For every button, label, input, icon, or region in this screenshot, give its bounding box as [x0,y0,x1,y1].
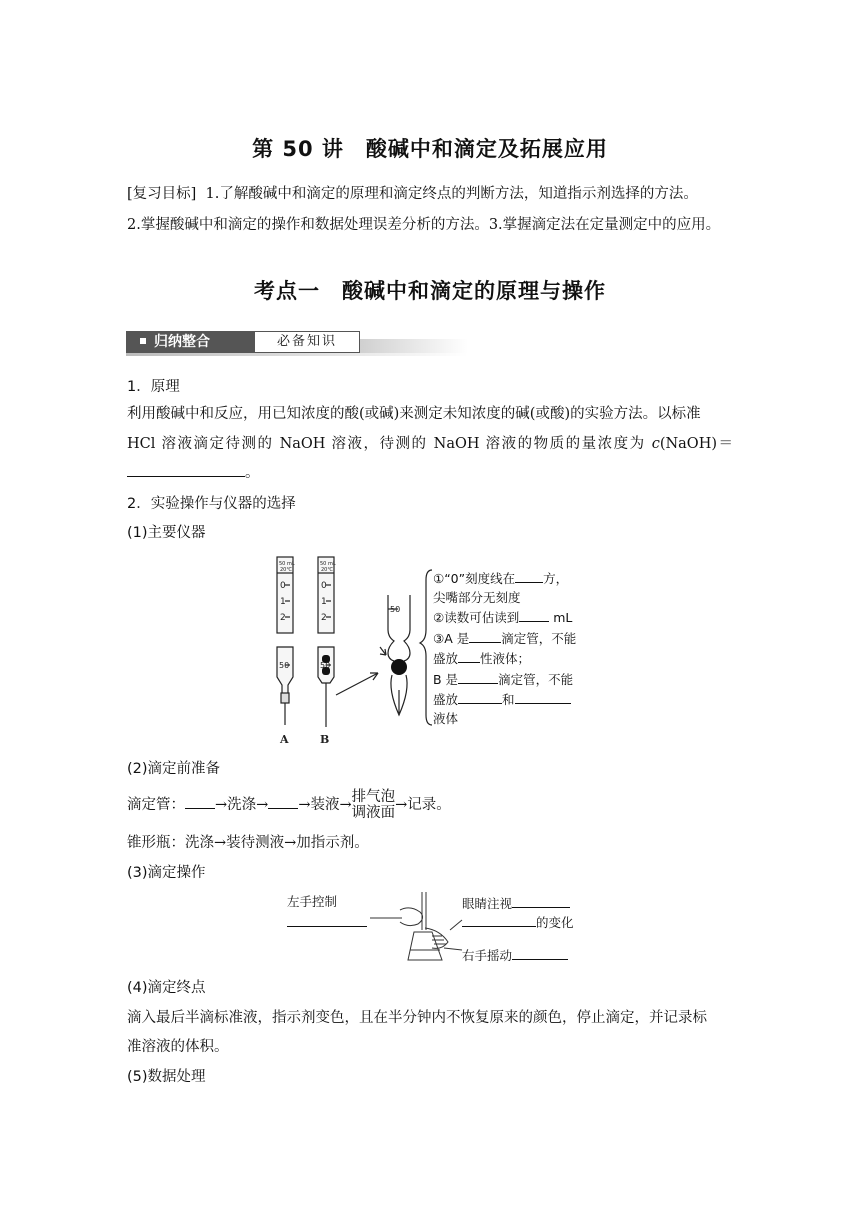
note-7: 盛放 和 [433,689,576,710]
end-line-1: 滴入最后半滴标准液，指示剂变色，且在半分钟内不恢复原来的颜色，停止滴定，并记录标 [127,1010,707,1026]
zoom-tick-50: 50 [390,605,401,614]
blank-eyes-1[interactable] [512,893,570,908]
s2-heading: 2．实验操作与仪器的选择 [127,496,296,512]
blank-b-liquid-1[interactable] [458,689,502,704]
note-1: ①“0”刻度线在 方， [433,568,576,589]
section-title: 考点一 酸碱中和滴定的原理与操作 [254,279,606,303]
note-3: ②读数可估读到 mL [433,607,576,628]
s2-sub5: (5)数据处理 [127,1069,206,1085]
goals-text-1: 1.了解酸碱中和滴定的原理和滴定终点的判断方法，知道指示剂选择的方法。 [205,186,698,202]
tube-b-volume: 50 mL [320,561,336,567]
prep-wash: 洗涤 [227,797,257,813]
s1-line-2 [127,434,733,454]
blank-left-hand[interactable] [287,912,367,927]
right-hand-label: 右手摇动 [462,945,568,966]
label-a: A [280,733,289,746]
arrow-icon: → [339,797,352,813]
prep-record: 记录。 [407,797,451,813]
s1-line-2a: HCl 溶液滴定待测的 NaOH 溶液，待测的 NaOH 溶液的物质的量浓度为 [127,436,646,452]
blank-eyes-2[interactable] [462,912,536,927]
blank-a-liquid[interactable] [458,648,480,663]
goals-line-1 [127,184,698,204]
tube-a-tick-0: 0 [280,581,286,591]
s2-sub1: (1)主要仪器 [127,525,206,541]
tube-b-tick-0: 0 [321,581,327,591]
eyes-change: 的变化 [462,912,574,933]
arrow-icon: → [256,797,269,813]
tube-a-temp: 20℃ [280,567,292,573]
eyes-label: 眼睛注视 [462,893,570,914]
prep-bubble: 排气泡 [351,789,396,805]
titration-hand-figure [370,890,465,970]
banner-summary-label: 归纳整合 [154,334,210,350]
burette-notes [433,568,576,728]
prep-stack [352,789,396,821]
blank-prep-2[interactable] [268,794,298,809]
tube-b-temp: 20℃ [321,567,333,573]
left-hand-blank-wrap [287,912,367,931]
banner-fade [358,339,468,353]
note-5: 盛放 性液体； [433,648,576,669]
banner-summary [126,331,254,353]
blank-right-hand[interactable] [512,945,568,960]
tube-a-tick-2: 2 [280,613,286,623]
tube-a-tick-1: 1 [280,597,286,607]
note-8: 液体 [433,710,459,726]
s1-line-3-end: 。 [245,465,260,481]
goals-text-2: 2.掌握酸碱中和滴定的操作和数据处理误差分析的方法。3.掌握滴定法在定量测定中的应用。 [127,217,721,233]
blank-prep-1[interactable] [185,794,215,809]
s1-line-3 [127,462,260,483]
arrow-icon: → [395,797,408,813]
blank-b-liquid-2[interactable] [515,689,571,704]
note-6: B 是 滴定管，不能 [433,669,576,690]
square-bullet-icon [140,338,146,344]
s1-line-2b: (NaOH)＝ [659,436,733,452]
prep-label: 滴定管： [127,797,185,813]
end-line-2: 准溶液的体积。 [127,1039,229,1055]
tube-a-tick-50: 50 [279,661,290,670]
s1-heading: 1．原理 [127,379,180,395]
tube-a-volume: 50 mL [279,561,295,567]
s1-c-symbol: c [651,436,660,452]
prep-flow [127,787,451,823]
arrow-icon: → [215,797,228,813]
prep-fill: 装液 [310,797,340,813]
left-hand-label: 左手控制 [287,894,338,909]
s2-sub3: (3)滴定操作 [127,865,206,881]
blank-a-type[interactable] [469,628,501,643]
flask-flow: 锥形瓶：洗涤→装待测液→加指示剂。 [127,835,369,851]
blank-precision[interactable] [519,607,549,622]
page-title: 第 50 讲 酸碱中和滴定及拓展应用 [252,137,608,161]
prep-level: 调液面 [351,805,396,821]
tube-b-tick-50: 50 [320,661,331,670]
goals-label: [复习目标] [127,186,197,202]
note-4: ③A 是 滴定管，不能 [433,628,576,649]
blank-zero-position[interactable] [515,568,543,583]
label-b: B [320,733,330,746]
tube-b-tick-2: 2 [321,613,327,623]
blank-b-type[interactable] [458,669,498,684]
arrow-icon: → [298,797,311,813]
s2-sub4: (4)滴定终点 [127,980,206,996]
banner-knowledge: 必备知识 [254,331,360,353]
s2-sub2: (2)滴定前准备 [127,761,221,777]
note-2: 尖嘴部分无刻度 [433,589,521,605]
tube-b-tick-1: 1 [321,597,327,607]
s1-line-1: 利用酸碱中和反应，用已知浓度的酸(或碱)来测定未知浓度的碱(或酸)的实验方法。以标准 [127,406,701,422]
banner-underline [126,353,468,356]
answer-blank[interactable] [127,462,245,477]
